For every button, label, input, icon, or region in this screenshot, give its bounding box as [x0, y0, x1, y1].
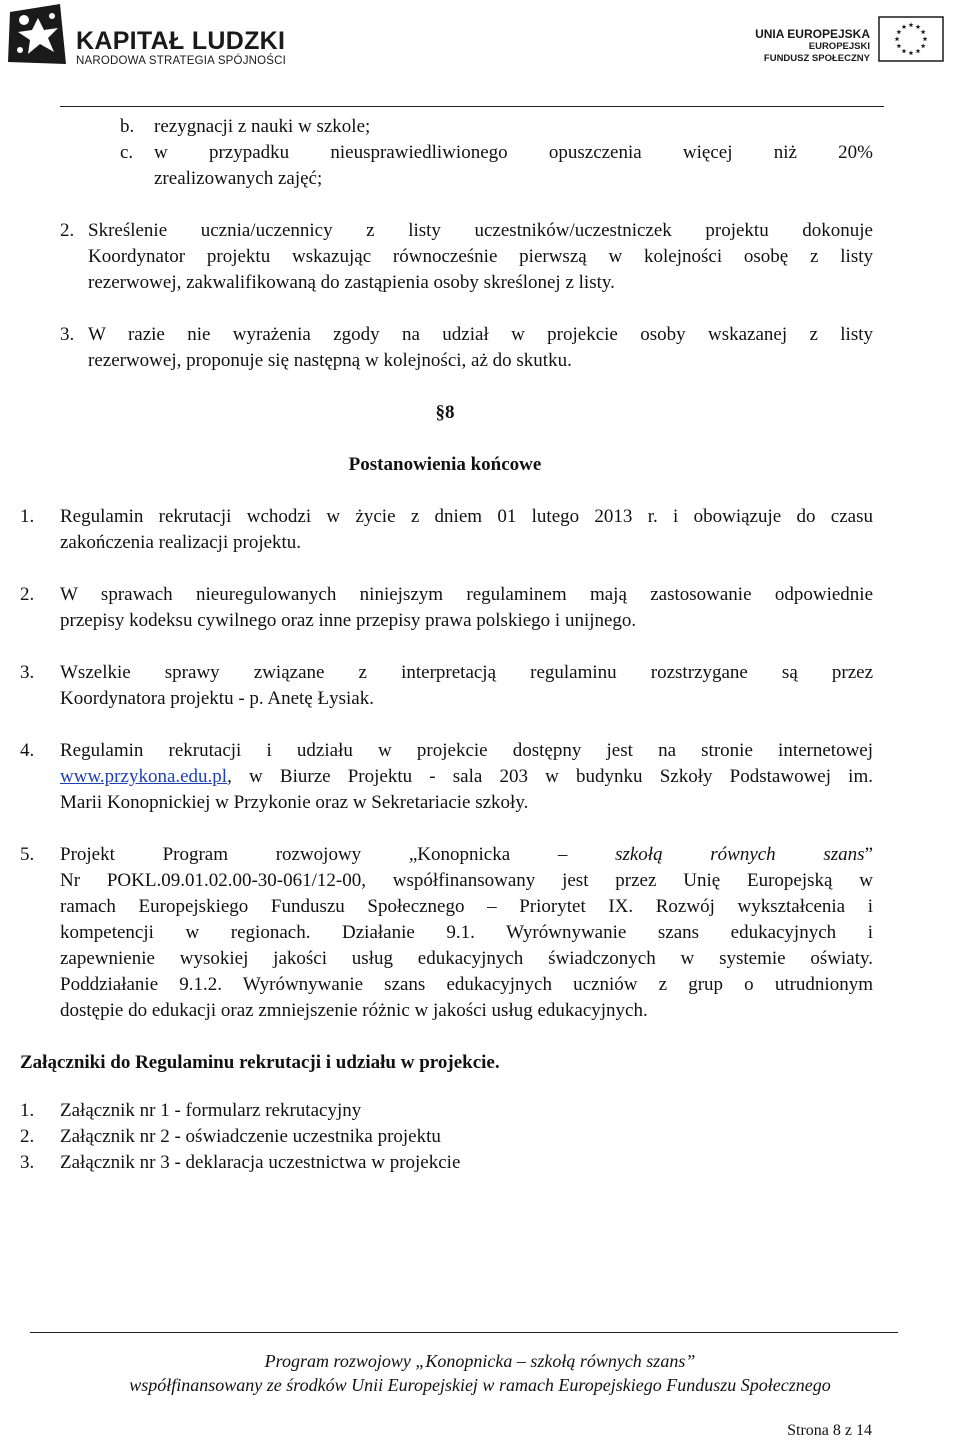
final-4-line1: Regulamin rekrutacji i udziału w projekcie dostępny jest na stronie internetowej	[60, 740, 873, 761]
final-4-line2	[60, 764, 873, 790]
footer-line-1: Program rozwojowy „Konopnicka – szkołą równych szans”	[264, 1351, 696, 1371]
eu-line-3: FUNDUSZ SPOŁECZNY	[763, 53, 870, 64]
item-3-marker: 3.	[60, 324, 75, 345]
final-5-line1	[60, 842, 873, 868]
final-1-line2: zakończenia realizacji projektu.	[60, 532, 302, 553]
attachment-1-marker: 1.	[20, 1100, 35, 1121]
final-2-line1: W sprawach nieuregulowanych niniejszym regulaminem mają zastosowanie odpowiednie	[60, 584, 873, 605]
final-5-paragraph	[60, 842, 873, 1024]
item-2-paragraph-cont	[88, 244, 873, 296]
logo-title: KAPITAŁ LUDZKI	[76, 27, 286, 55]
final-5-line3: ramach Europejskiego Funduszu Społecznego – Priorytet IX. Rozwój wykształcenia i	[60, 896, 873, 917]
website-link[interactable]: www.przykona.edu.pl	[60, 766, 228, 787]
list-item-c	[154, 140, 873, 192]
final-3-marker: 3.	[20, 662, 35, 683]
final-3-line2: Koordynatora projektu - p. Anetę Łysiak.	[60, 688, 374, 709]
attachments-heading: Załączniki do Regulaminu rekrutacji i udziału w projekcie.	[20, 1052, 500, 1073]
kapital-ludzki-logo	[8, 4, 68, 66]
item-2-line3: rezerwowej, zakwalifikowaną do zastąpienia osoby skreślonej z listy.	[88, 272, 615, 293]
section-title: Postanowienia końcowe	[348, 454, 542, 475]
item-2-line1: Skreślenie ucznia/uczennicy z listy uczestników/uczestniczek projektu dokonuje	[88, 220, 873, 241]
final-5-line1-italic: szkołą równych szans	[615, 844, 865, 865]
eu-line-1: UNIA EUROPEJSKA	[755, 27, 870, 41]
list-item-b	[154, 114, 873, 140]
attachment-3-marker: 3.	[20, 1152, 35, 1173]
final-5-line1-pre: Projekt Program rozwojowy „Konopnicka –	[60, 844, 616, 865]
attachment-2-marker: 2.	[20, 1126, 35, 1147]
list-item-c-line1: w przypadku nieusprawiedliwionego opuszczenia więcej niż 20%	[154, 142, 873, 163]
final-3-paragraph	[60, 660, 873, 712]
final-4-marker: 4.	[20, 740, 35, 761]
final-1-marker: 1.	[20, 506, 35, 527]
item-2-paragraph	[88, 218, 873, 244]
item-2-line2: Koordynator projektu wskazując równocześnie pierwszą w kolejności osobę z listy	[88, 246, 873, 267]
list-item-c-line2: zrealizowanych zajęć;	[154, 168, 323, 189]
item-3-line2: rezerwowej, proponuje się następną w kolejności, aż do skutku.	[88, 350, 572, 371]
item-2-marker: 2.	[60, 220, 75, 241]
final-5-line6: Poddziałanie 9.1.2. Wyrównywanie szans edukacyjnych uczniów z grup o utrudnionym	[60, 974, 873, 995]
attachment-1: Załącznik nr 1 - formularz rekrutacyjny	[60, 1100, 362, 1121]
final-5-marker: 5.	[20, 844, 35, 865]
eu-fund-wordmark	[755, 27, 870, 65]
final-2-marker: 2.	[20, 584, 35, 605]
list-marker-c: c.	[120, 142, 134, 163]
eu-flag-icon	[878, 16, 944, 62]
item-3-line1: W razie nie wyrażenia zgody na udział w projekcie osoby wskazanej z listy	[88, 324, 873, 345]
section-symbol: §8	[435, 402, 455, 423]
final-5-line4: kompetencji w regionach. Działanie 9.1. Wyrównywanie szans edukacyjnych i	[60, 922, 873, 943]
final-4-line2-rest: , w Biurze Projektu - sala 203 w budynku Szkoły Podstawowej im.	[227, 766, 873, 787]
list-marker-b: b.	[120, 116, 135, 137]
final-4-line3: Marii Konopnickiej w Przykonie oraz w Sekretariacie szkoły.	[60, 792, 529, 813]
final-1-paragraph	[60, 504, 873, 556]
final-5-line5: zapewnienie wysokiej jakości usług edukacyjnych świadczonych w systemie oświaty.	[60, 948, 873, 969]
final-5-line2: Nr POKL.09.01.02.00-30-061/12-00, współfinansowany jest przez Unię Europejską w	[60, 870, 873, 891]
footer-line-2: współfinansowany ze środków Unii Europejskiej w ramach Europejskiego Funduszu Społecznego	[129, 1375, 831, 1395]
final-1-line1: Regulamin rekrutacji wchodzi w życie z dniem 01 lutego 2013 r. i obowiązuje do czasu	[60, 506, 873, 527]
final-2-line2: przepisy kodeksu cywilnego oraz inne przepisy prawa polskiego i unijnego.	[60, 610, 637, 631]
final-5-line1-post: ”	[864, 844, 873, 865]
list-item-b-text: rezygnacji z nauki w szkole;	[154, 116, 371, 137]
final-2-paragraph	[60, 582, 873, 634]
final-4-paragraph	[60, 738, 873, 816]
logo-subtitle: NARODOWA STRATEGIA SPÓJNOŚCI	[76, 55, 287, 67]
page-number: Strona 8 z 14	[787, 1422, 872, 1439]
footer-divider	[30, 1332, 898, 1333]
attachment-2: Załącznik nr 2 - oświadczenie uczestnika projektu	[60, 1126, 441, 1147]
final-3-line1: Wszelkie sprawy związane z interpretacją regulaminu rozstrzygane są przez	[60, 662, 873, 683]
eu-line-2: EUROPEJSKI	[808, 41, 870, 52]
attachment-3: Załącznik nr 3 - deklaracja uczestnictwa w projekcie	[60, 1152, 461, 1173]
item-3-paragraph	[88, 322, 873, 374]
header-divider	[60, 106, 884, 107]
final-5-line7: dostępie do edukacji oraz zmniejszenie różnic w jakości usług edukacyjnych.	[60, 1000, 648, 1021]
kapital-ludzki-wordmark	[76, 28, 286, 68]
